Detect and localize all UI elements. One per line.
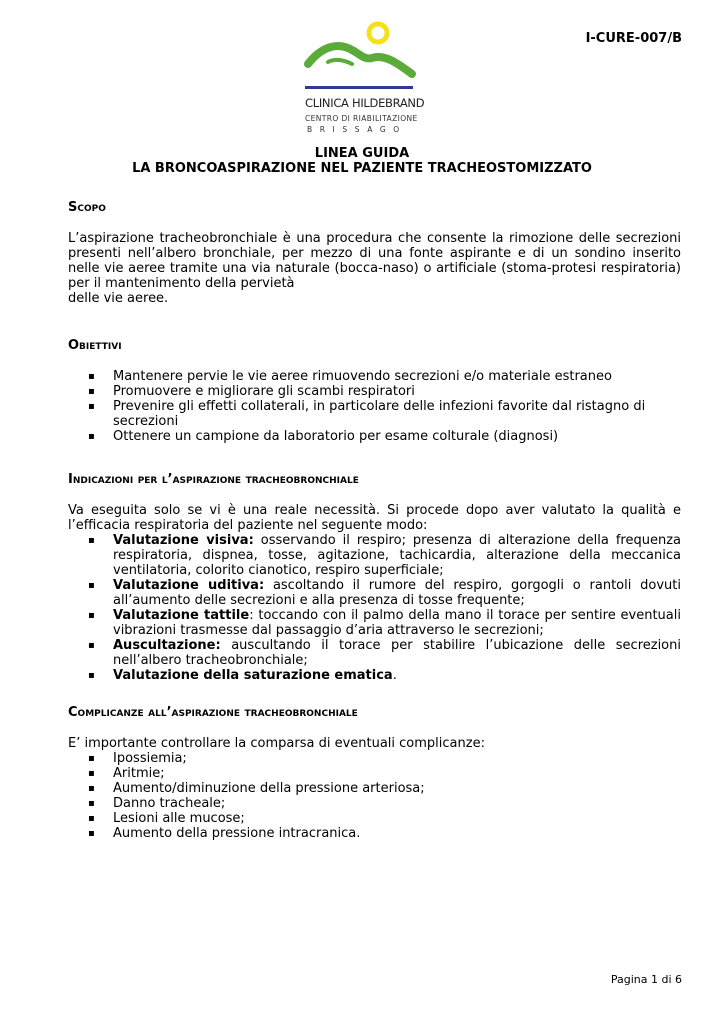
list-item-text: Aumento/diminuzione della pressione arteriosa;	[113, 781, 425, 796]
list-item	[68, 766, 681, 781]
bullet-icon: ▪	[88, 580, 95, 591]
list-item	[68, 781, 681, 796]
list-item	[68, 796, 681, 811]
scopo-paragraph-end: delle vie aeree.	[68, 291, 169, 306]
list-item-text: Mantenere pervie le vie aeree rimuovendo secrezioni e/o materiale estraneo	[113, 369, 612, 384]
list-item-text: auscultando il torace per stabilire l’ubicazione delle secrezioni nell’albero tracheobronchiale;	[113, 638, 681, 668]
list-item-term: Valutazione della saturazione ematica	[113, 668, 393, 683]
bullet-icon: ▪	[88, 386, 95, 397]
document-subtitle: LA BRONCOASPIRAZIONE NEL PAZIENTE TRACHEOSTOMIZZATO	[132, 161, 592, 176]
bullet-icon: ▪	[88, 670, 95, 681]
bullet-icon: ▪	[88, 431, 95, 442]
list-item-term: Valutazione visiva:	[113, 533, 254, 548]
list-item-text: Aritmie;	[113, 766, 165, 781]
document-id: I-CURE-007/B	[585, 31, 682, 46]
list-item-text: : toccando con il palmo della mano il torace per sentire eventuali vibrazioni trasmesse dal passaggio d’aria attraverso le secrezioni;	[113, 608, 681, 638]
list-item-text: ascoltando il rumore del respiro, gorgogli o rantoli dovuti all’aumento delle secrezioni e alla presenza di tosse frequente;	[113, 578, 681, 608]
list-item-text: Danno tracheale;	[113, 796, 226, 811]
bullet-icon: ▪	[88, 371, 95, 382]
bullet-icon: ▪	[88, 828, 95, 839]
list-item	[68, 429, 681, 444]
list-item	[68, 533, 681, 578]
bullet-icon: ▪	[88, 753, 95, 764]
bullet-icon: ▪	[88, 610, 95, 621]
list-item-term: Auscultazione:	[113, 638, 221, 653]
clinic-logo	[300, 16, 425, 134]
list-item-term: Valutazione uditiva:	[113, 578, 265, 593]
section-heading-obiettivi: Obiettivi	[68, 338, 122, 353]
bullet-icon: ▪	[88, 768, 95, 779]
bullet-icon: ▪	[88, 783, 95, 794]
indicazioni-list	[68, 533, 681, 683]
list-item	[68, 638, 681, 668]
list-item	[68, 668, 681, 683]
list-item-text: Promuovere e migliorare gli scambi respiratori	[113, 384, 415, 399]
logo-graphic	[300, 16, 420, 96]
list-item-text: Prevenire gli effetti collaterali, in particolare delle infezioni favorite dal ristagno di secrezioni	[113, 399, 646, 429]
list-item	[68, 751, 681, 766]
list-item-text: Ipossiemia;	[113, 751, 187, 766]
complicanze-intro: E’ importante controllare la comparsa di eventuali complicanze:	[68, 736, 485, 751]
document-title: LINEA GUIDA	[314, 146, 410, 161]
scopo-paragraph: L’aspirazione tracheobronchiale è una procedura che consente la rimozione delle secrezioni presenti nell’albero bronchiale, per mezzo di una fonte aspirante e di un sondino inserito nelle vie aeree tramite una via naturale (bocca-naso) o artificiale (stoma-protesi respiratoria) per il mantenimento della pervietà	[68, 231, 681, 291]
logo-place: BRISSAGO	[307, 125, 407, 134]
bullet-icon: ▪	[88, 813, 95, 824]
list-item	[68, 811, 681, 826]
complicanze-list	[68, 751, 681, 841]
page-number: Pagina 1 di 6	[610, 973, 682, 986]
list-item-text: Aumento della pressione intracranica.	[113, 826, 361, 841]
list-item-text: .	[392, 668, 397, 683]
bullet-icon: ▪	[88, 640, 95, 651]
list-item-text: Lesioni alle mucose;	[113, 811, 245, 826]
list-item	[68, 369, 681, 384]
obiettivi-list	[68, 369, 681, 444]
list-item	[68, 826, 681, 841]
section-heading-indicazioni: Indicazioni per l’aspirazione tracheobronchiale	[68, 472, 359, 487]
list-item	[68, 608, 681, 638]
indicazioni-intro: Va eseguita solo se vi è una reale necessità. Si procede dopo aver valutato la qualità e l’efficacia respiratoria del paziente nel seguente modo:	[68, 503, 681, 533]
bullet-icon: ▪	[88, 798, 95, 809]
list-item-term: Valutazione tattile	[113, 608, 250, 623]
list-item	[68, 578, 681, 608]
bullet-icon: ▪	[88, 401, 95, 412]
section-heading-scopo: Scopo	[68, 200, 106, 215]
list-item	[68, 384, 681, 399]
document-body	[68, 200, 681, 841]
logo-name: CLINICA HILDEBRAND	[305, 96, 425, 110]
bullet-icon: ▪	[88, 535, 95, 546]
list-item-text: osservando il respiro; presenza di alterazione della frequenza respiratoria, dispnea, tosse, agitazione, tachicardia, alterazione della meccanica ventilatoria, colorito cianotico, respiro superficiale;	[113, 533, 681, 578]
logo-subtitle: CENTRO DI RIABILITAZIONE	[305, 114, 418, 123]
list-item	[68, 399, 681, 429]
list-item-text: Ottenere un campione da laboratorio per esame colturale (diagnosi)	[113, 429, 559, 444]
section-heading-complicanze: Complicanze all’aspirazione tracheobronchiale	[68, 705, 358, 720]
